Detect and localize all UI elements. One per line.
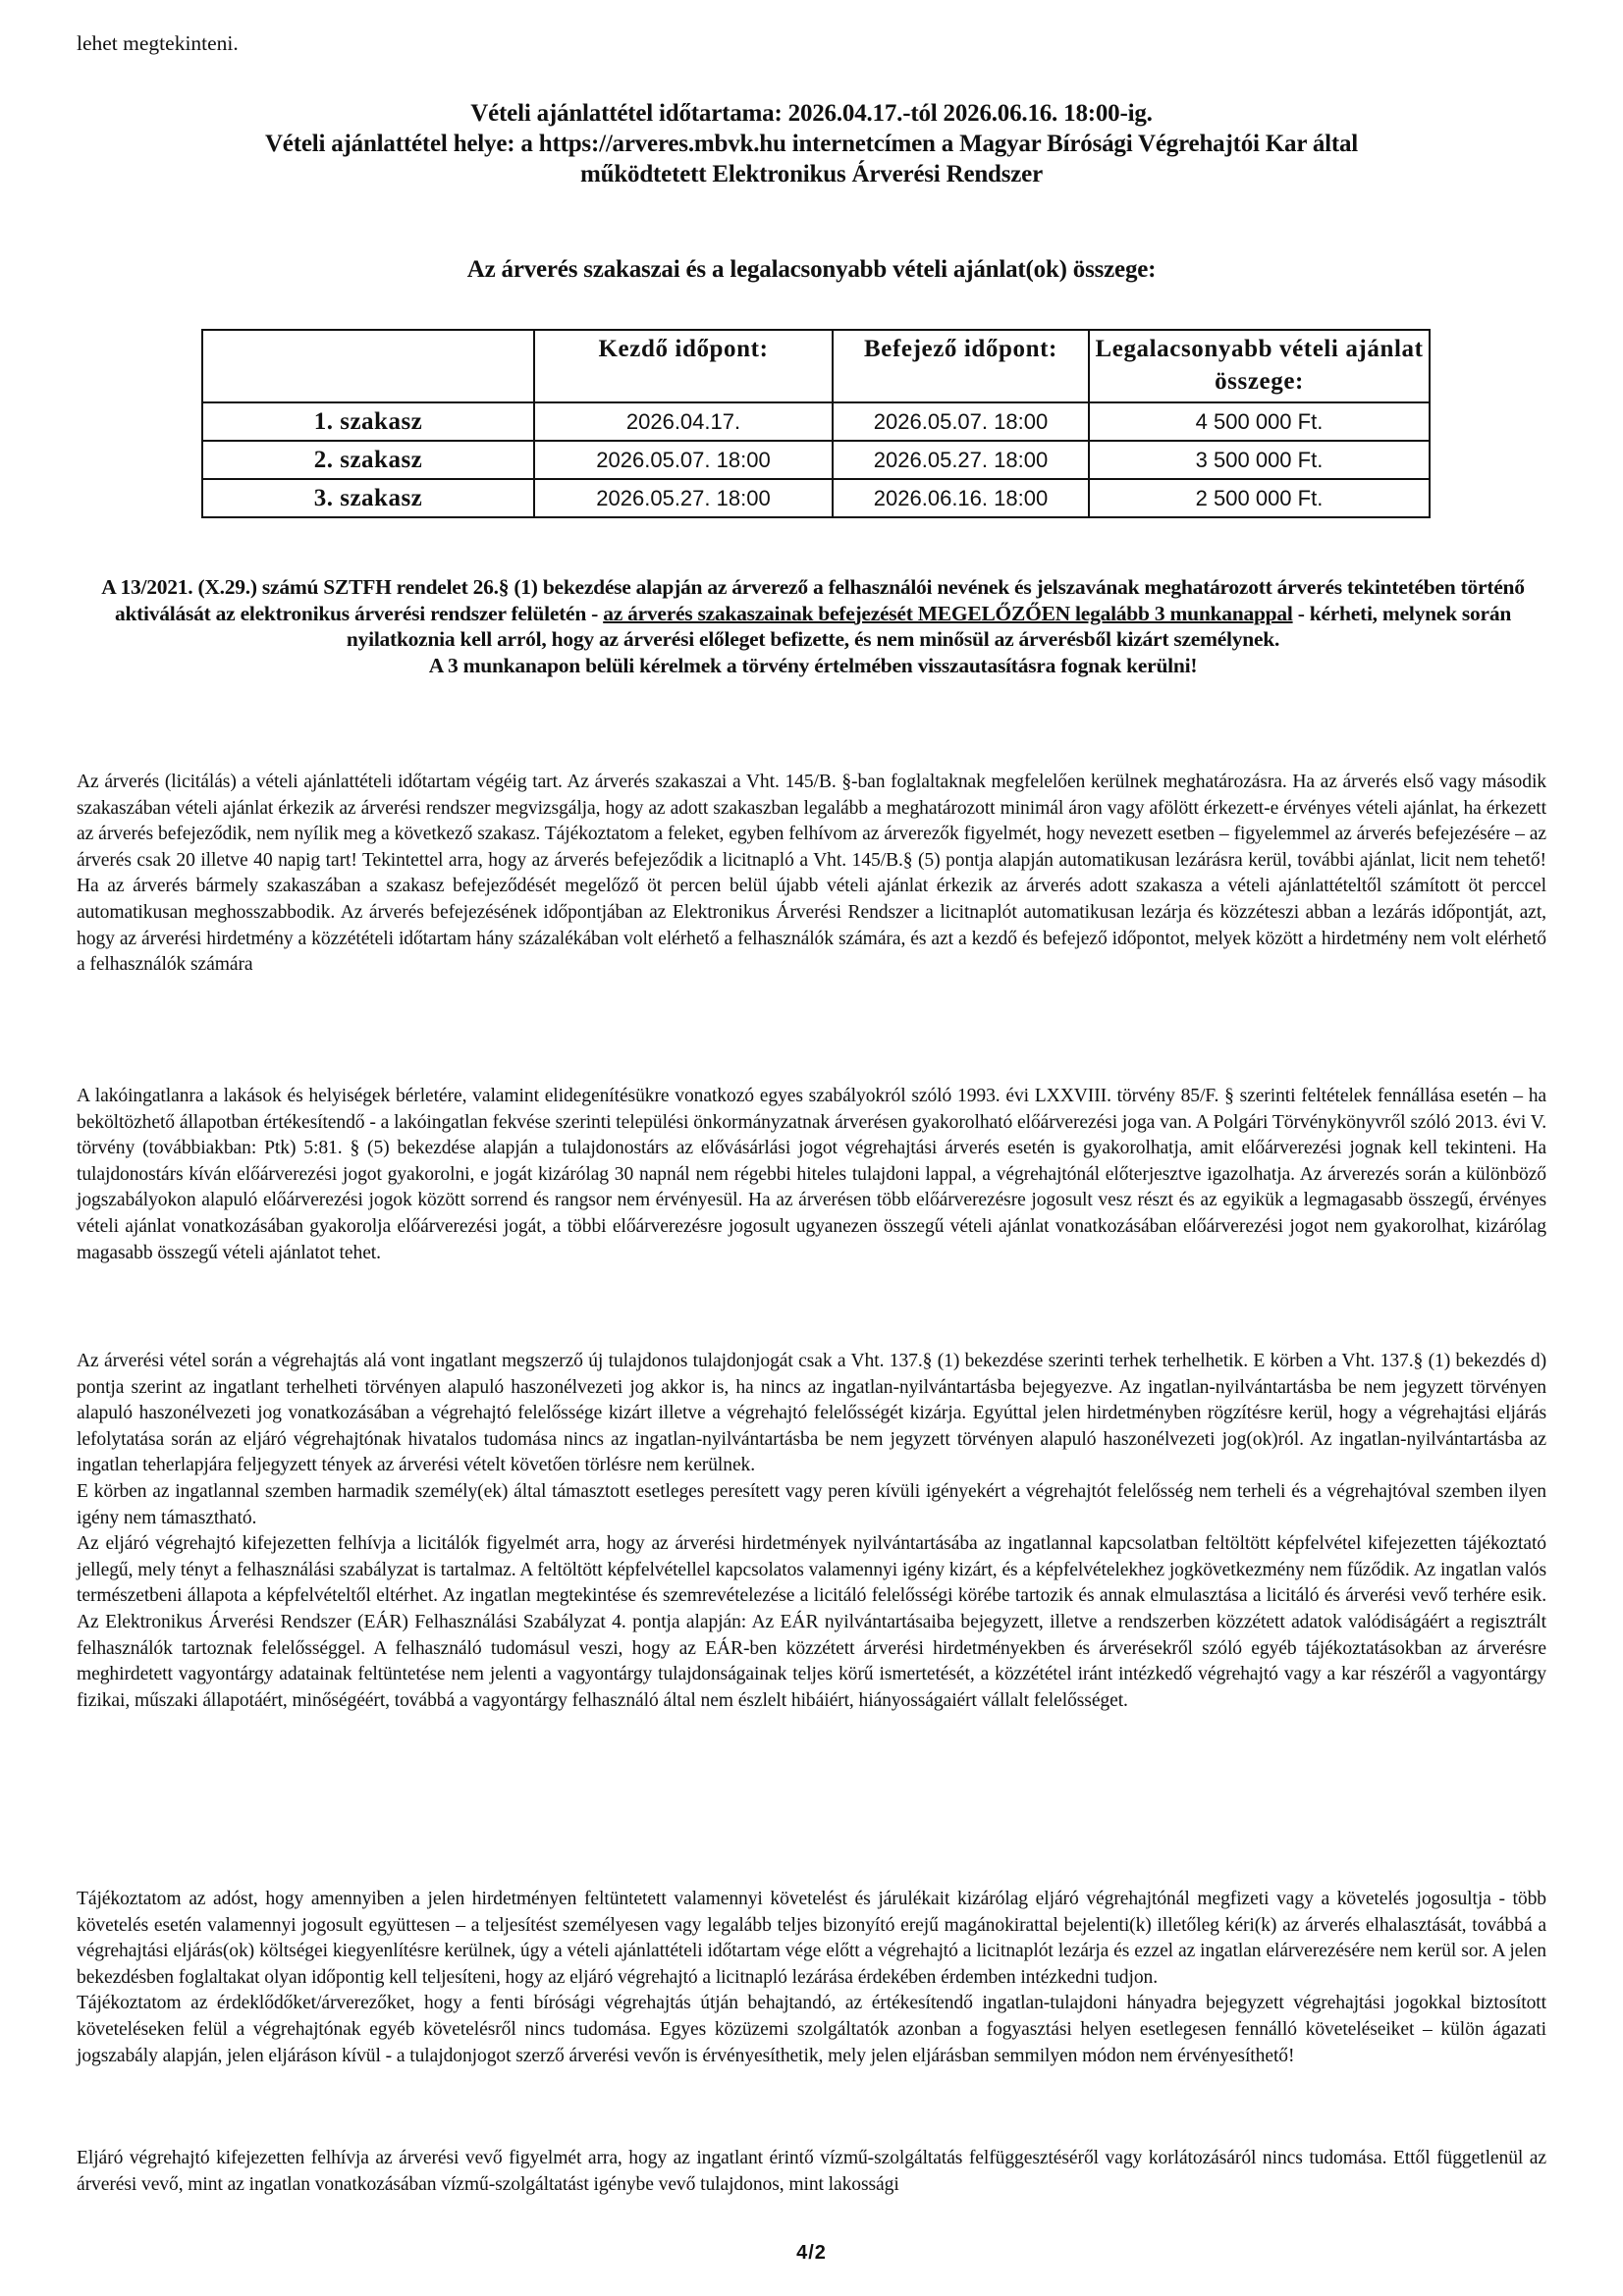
paragraph-text: Az árverés (licitálás) a vételi ajánlattételi időtartam végéig tart. Az árverés szakaszai a Vht. 145/B. §-ban foglaltaknak megfelelően kerülnek meghatározásra. Ha az árverés első vagy második szakaszában vételi ajánlat érkezik az árverési rendszer megvizsgálja, hogy az adott szakaszban legalább a meghatározott minimál áron vagy afölött érkezett-e érvényes vételi ajánlat, ha érkezett az árverés befejeződik, nem nyílik meg a következő szakasz. Tájékoztatom a feleket, egyben felhívom az árverezők figyelmét, hogy nevezett esetben – figyelemmel az árverés befejezésére – az árverés csak 20 illetve 40 napig tart! Tekintettel arra, hogy az árverés befejeződik a licitnapló a Vht. 145/B.§ (5) pontja alapján automatikusan lezárásra kerül, további ajánlat, licit nem tehető! Ha az árverés bármely szakaszában a szakasz befejeződését megelőző öt percen belül újabb vételi ajánlat érkezik az árverés adott szakasza a vételi ajánlattételtől számított öt perccel automatikusan meghosszabbodik. Az árverés befejezésének időpontjában az Elektronikus Árverési Rendszer a licitnaplót automatikusan lezárja és közzéteszi abban a lezárás időpontját, azt, hogy az árverési hirdetmény a közzétételi időtartam hány százalékában volt elérhető a felhasználók számára, és azt a kezdő és befejező időpontot, melyek között a hirdetmény nem volt elérhető a felhasználók számára xyxy=(77,772,1546,976)
page-number: 4/2 xyxy=(796,2242,827,2264)
notice-part2: - kérheti, melynek során nyilatkoznia kell arról, hogy az árverési előleget befizette, és nem minősül az árverésből kizárt személynek. xyxy=(346,601,1512,651)
paragraph-preemption-rights xyxy=(77,1084,1546,1266)
table-row xyxy=(202,441,1430,479)
stage-end: 2026.05.27. 18:00 xyxy=(833,441,1089,479)
paragraph-text: Eljáró végrehajtó kifejezetten felhívja az árverési vevő figyelmét arra, hogy az ingatlant érintő vízmű-szolgáltatás felfüggesztéséről vagy korlátozásáról nincs tudomása. Ettől függetlenül az árverési vevő, mint az ingatlan vonatkozásában vízmű-szolgáltatást igénybe vevő tulajdonos, mint lakossági xyxy=(77,2148,1546,2195)
stage-label: 3. szakasz xyxy=(202,479,534,517)
paragraph-text: Az eljáró végrehajtó kifejezetten felhívja a licitálók figyelmét arra, hogy az árverési hirdetmények nyilvántartásába az ingatlannal kapcsolatban feltöltött képfelvétel kifejezetten tájékoztató jellegű, mely tényt a felhasználási szabályzat is tartalmaz. A feltöltött képfelvétellel kapcsolatos valamennyi igény kizárt, és a képfelvételekhez jogkövetkezmény nem fűződik. Az ingatlan valós természetbeni állapota a képfelvételtől eltérhet. Az ingatlan megtekintése és szemrevételezése a licitáló felelősségi körébe tartozik és annak elmulasztása a licitáló és árverési vevő terhére esik. Az Elektronikus Árverési Rendszer (EÁR) Felhasználási Szabályzat 4. pontja alapján: Az EÁR nyilvántartásaiba bejegyzett, illetve a rendszerben közzétett adatok valódiságáért a regisztrált felhasználók tartoznak felelősséggel. A felhasználó tudomásul veszi, hogy az EÁR-ben közzétett árverési hirdetményekben és árverésekről szóló egyéb tájékoztatásokban az árverésre meghirdetett vagyontárgy adatainak feltüntetése nem jelenti a vagyontárgy tulajdonságainak teljes körű ismertetését, a közzététel iránt intézkedő végrehajtó vagy a kar részéről a vagyontárgy fizikai, műszaki állapotáért, minőségéért, továbbá a vagyontárgy felhasználó által nem észlelt hibáiért, hiányosságaiért vállalt felelősséget. xyxy=(77,1533,1546,1711)
table-row xyxy=(202,402,1430,441)
notice-underlined-deadline: az árverés szakaszainak befejezését MEGELŐZŐEN legalább 3 munkanappal xyxy=(603,601,1293,625)
stage-start: 2026.04.17. xyxy=(534,402,833,441)
notice-warning: A 3 munkanapon belüli kérelmek a törvény értelmében visszautasításra fognak kerülni! xyxy=(428,653,1198,677)
stage-end: 2026.05.07. 18:00 xyxy=(833,402,1089,441)
paragraph-text: A lakóingatlanra a lakások és helyiségek bérletére, valamint elidegenítésükre vonatkozó egyes szabályokról szóló 1993. évi LXXVIII. törvény 85/F. § szerinti feltételek fennállása esetén – ha beköltözhető állapotban értékesítendő - a lakóingatlan fekvése szerinti települési önkormányzatnak árverésen gyakorolható előárverezési joga van. A Polgári Törvénykönyvről szóló 2013. évi V. törvény (továbbiakban: Ptk) 5:81. § (5) bekezdése alapján a tulajdonostárs az elővásárlási jogot végrehajtási árverés esetén is gyakorolhatja, amit előárverezési jognak kell tekinteni. Ha tulajdonostárs kíván előárverezési jogot gyakorolni, e jogát kizárólag 30 napnál nem régebbi hiteles tulajdoni lappal, a végrehajtónál előterjesztve igazolhatja. Az árverezés során a különböző jogszabályokon alapuló előárverezési jogok között sorrend és rangsor nem érvényesül. Ha az árverésen több előárverezésre jogosult vesz részt és az egyikük a legmagasabb összegű, érvényes vételi ajánlat vonatkozásában gyakorolja előárverezési jogát, a többi előárverezésre jogosult ugyanezen összegű vételi ajánlat vonatkozásában előárverezési jogot nem gyakorolhat, kizárólag magasabb összegű vételi ajánlatot tehet. xyxy=(77,1086,1546,1263)
notice-part1: A 13/2021. (X.29.) számú SZTFH rendelet 26.§ (1) bekezdése alapján az árverező a felhasználói nevének és jelszavának meghatározott árverés tekintetében történő aktiválását az elektronikus árverési rendszer felületén - xyxy=(101,575,1525,625)
activation-notice-text xyxy=(61,574,1565,653)
paragraph-water-utility xyxy=(77,2146,1546,2198)
stage-min-bid: 2 500 000 Ft. xyxy=(1089,479,1430,517)
paragraph-text: Az árverési vétel során a végrehajtás alá vont ingatlant megszerző új tulajdonos tulajdonjogát csak a Vht. 137.§ (1) bekezdése szerinti terhek terhelhetik. E körben a Vht. 137.§ (1) bekezdés d) pontja szerint az ingatlant terhelheti törvényen alapuló haszonélvezeti jog akkor is, ha nincs az ingatlan-nyilvántartásba bejegyezve. Az ingatlan-nyilvántartásba be nem jegyzett törvényen alapuló haszonélvezeti jog vonatkozásában a végrehajtó felelőssége kizárt illetve a végrehajtó felelősségét kizárja. Egyúttal jelen hirdetményben rögzítésre kerül, hogy a végrehajtási eljárás lefolytatása során az eljáró végrehajtónak hivatalos tudomása nincs az ingatlan-nyilvántartásba be nem jegyzett törvényen alapuló haszonélvezeti jog(ok)ról. Az ingatlan-nyilvántartásba az ingatlan teherlapjára feljegyzett tények az árverési vételt követően törlésre nem kerülnek. xyxy=(77,1351,1546,1476)
column-header-min-bid: Legalacsonyabb vételi ajánlat összege: xyxy=(1089,330,1430,402)
stage-start: 2026.05.27. 18:00 xyxy=(534,479,833,517)
paragraph-encumbrances xyxy=(77,1349,1546,1714)
paragraph-auction-duration xyxy=(77,770,1546,979)
activation-notice xyxy=(61,574,1565,678)
carryover-text: lehet megtekinteni. xyxy=(77,31,239,55)
bidding-place-line: Vételi ajánlattétel helye: a https://arveres.mbvk.hu internetcímen a Magyar Bírósági Végrehajtói Kar által xyxy=(264,131,1359,157)
stage-min-bid: 4 500 000 Ft. xyxy=(1089,402,1430,441)
table-header-row xyxy=(202,330,1430,402)
paragraph-text: Tájékoztatom az érdeklődőket/árverezőket, hogy a fenti bírósági végrehajtás útján behajtandó, az értékesítendő ingatlan-tulajdoni hányadra bejegyzett végrehajtási jogokkal biztosított követeléseken felül a végrehajtónak egyéb követelésről nincs tudomása. Egyes közüzemi szolgáltatók azonban a fogyasztási helyen esetlegesen fennálló követeléseiket – külön ágazati jogszabály alapján, jelen eljáráson kívül - a tulajdonjogot szerző árverési vevőn is érvényesíthetik, mely jelen eljárásban semmilyen módon nem érvényesíthető! xyxy=(77,1993,1546,2066)
column-header-start: Kezdő időpont: xyxy=(534,330,833,402)
bidding-period-line: Vételi ajánlattétel időtartama: 2026.04.17.-tól 2026.06.16. 18:00-ig. xyxy=(470,100,1153,127)
paragraph-debtor-info xyxy=(77,1887,1546,2069)
paragraph-text: E körben az ingatlannal szemben harmadik személy(ek) által támasztott esetleges peresített vagy peren kívüli igényekért a végrehajtót felelősség nem terheli és a végrehajtóval szemben ilyen igény nem támasztható. xyxy=(77,1480,1546,1528)
stages-title: Az árverés szakaszai és a legalacsonyabb vételi ajánlat(ok) összege: xyxy=(466,256,1157,283)
table-row xyxy=(202,479,1430,517)
column-header-end: Befejező időpont: xyxy=(833,330,1089,402)
stage-min-bid: 3 500 000 Ft. xyxy=(1089,441,1430,479)
bidding-period-heading xyxy=(59,98,1564,189)
column-header-stage xyxy=(202,330,534,402)
bidding-system-line: működtetett Elektronikus Árverési Rendszer xyxy=(580,161,1043,187)
paragraph-text: Tájékoztatom az adóst, hogy amennyiben a jelen hirdetményen feltüntetett valamennyi követelést és járulékait kizárólag eljáró végrehajtónál megfizeti vagy a követelés jogosultja - több követelés esetén valamennyi jogosult együttesen – a teljesítést személyesen vagy legalább teljes bizonyító erejű magánokirattal bejelenti(k) illetőleg kéri(k) az árverés elhalasztását, továbbá a végrehajtási eljárás(ok) költségei kiegyenlítésre kerülnek, úgy a vételi ajánlattételi időtartam vége előtt a végrehajtó a licitnaplót lezárja és ezzel az ingatlan elárverezésére nem kerül sor. A jelen bekezdésben foglaltakat olyan időpontig kell teljesíteni, hogy az eljáró végrehajtó a licitnapló lezárása érdekében érdemben intézkedni tudjon. xyxy=(77,1889,1546,1988)
auction-stages-table xyxy=(201,329,1431,518)
stage-start: 2026.05.07. 18:00 xyxy=(534,441,833,479)
stage-label: 2. szakasz xyxy=(202,441,534,479)
stage-label: 1. szakasz xyxy=(202,402,534,441)
stage-end: 2026.06.16. 18:00 xyxy=(833,479,1089,517)
